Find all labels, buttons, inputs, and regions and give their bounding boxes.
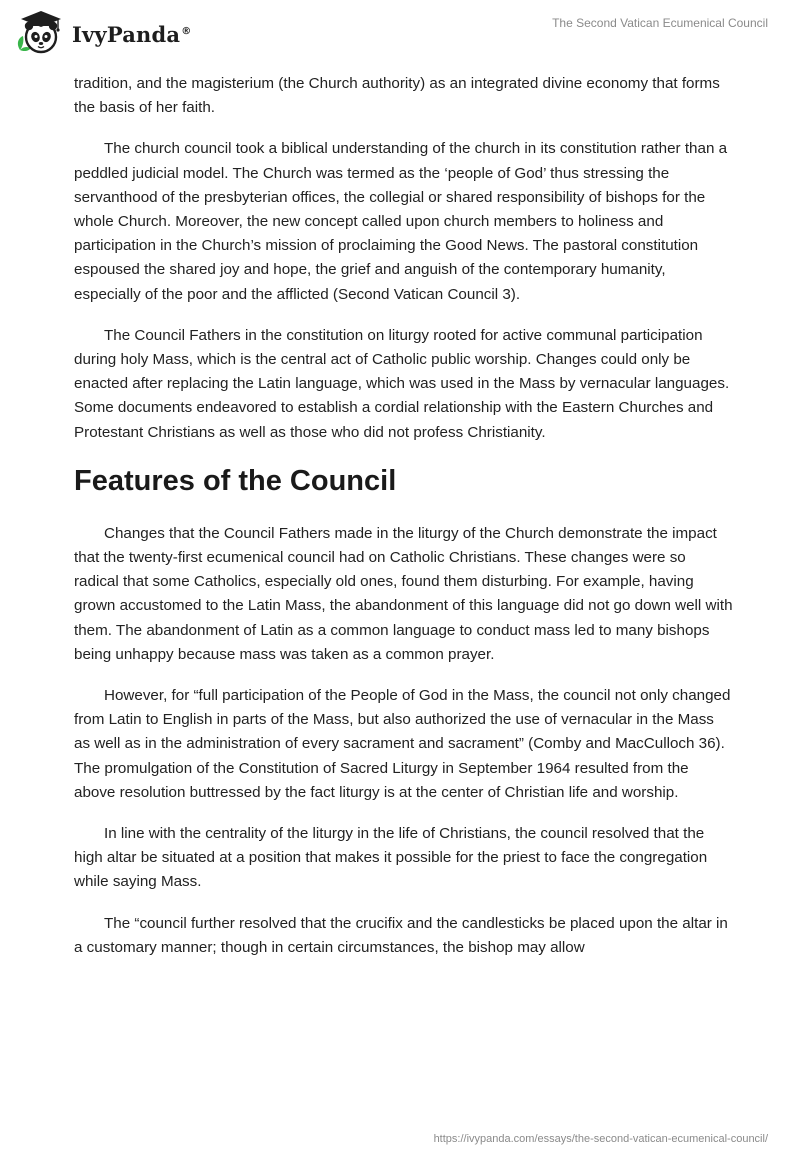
section-heading: Features of the Council xyxy=(74,464,397,497)
document-title: The Second Vatican Ecumenical Council xyxy=(552,16,768,30)
registered-mark: ® xyxy=(181,25,192,37)
essay-body xyxy=(74,72,734,977)
page-header xyxy=(0,0,800,64)
source-url[interactable]: https://ivypanda.com/essays/the-second-vatican-ecumenical-council/ xyxy=(433,1133,768,1145)
paragraph: In line with the centrality of the liturgy in the life of Christians, the council resolved that the high altar be situated at a position that makes it possible for the priest to face the congregation while saying Mass. xyxy=(74,825,708,891)
paragraph: The church council took a biblical understanding of the church in its constitution rather than a peddled judicial model. The Church was termed as the ‘people of God’ thus stressing the servanthood of the presbyterian offices, the collegial or shared responsibility of bishops for the whole Church. Moreover, the new concept called upon church members to holiness and participation in the Church’s mission of proclaiming the Good News. The pastoral constitution espoused the shared joy and hope, the grief and anguish of the contemporary humanity, especially of the poor and the afflicted (Second Vatican Council 3). xyxy=(74,140,728,303)
paragraph: The Council Fathers in the constitution on liturgy rooted for active communal participation during holy Mass, which is the central act of Catholic public worship. Changes could only be enacted after replacing the Latin language, which was used in the Mass by vernacular languages. Some documents endeavored to establish a cordial relationship with the Eastern Churches and Protestant Christians as well as those who did not profess Christianity. xyxy=(74,326,730,441)
paragraph: The “council further resolved that the crucifix and the candlesticks be placed upon the altar in a customary manner; though in certain circumstances, the bishop may allow xyxy=(74,914,728,956)
brand-name: IvyPanda® xyxy=(72,21,192,47)
paragraph: Changes that the Council Fathers made in the liturgy of the Church demonstrate the impact that the twenty-first ecumenical council had on Catholic Christians. These changes were so radical that some Catholics, especially old ones, found them disturbing. For example, having grown accustomed to the Latin Mass, the abandonment of this language did not go down well with them. The abandonment of Latin as a common language to conduct mass led to many bishops being unhappy because mass was taken as a common prayer. xyxy=(74,524,733,663)
paragraph: However, for “full participation of the People of God in the Mass, the council not only changed from Latin to English in parts of the Mass, but also authorized the use of vernacular in the Mass as well as in the administration of every sacrament and sacrament” (Comby and MacCulloch 36). The promulgation of the Constitution of Sacred Liturgy in September 1964 resulted from the above resolution buttressed by the fact liturgy is at the center of Christian life and worship. xyxy=(74,687,731,801)
panda-graduate-icon xyxy=(14,8,66,58)
ivypanda-logo[interactable] xyxy=(14,8,191,58)
paragraph: tradition, and the magisterium (the Church authority) as an integrated divine economy that forms the basis of her faith. xyxy=(74,75,720,117)
